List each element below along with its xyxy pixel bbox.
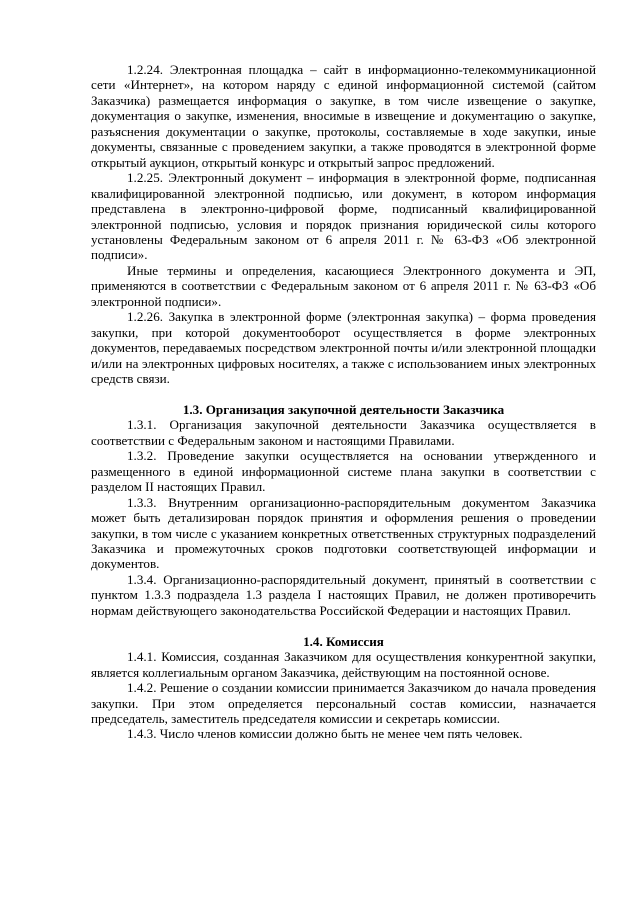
paragraph-1-2-26: 1.2.26. Закупка в электронной форме (электронная закупка) – форма проведения закупки, при которой документооборот осуществляется в форме электронных документов, передаваемых посредством электронной почты и/или электронной площадки и/или на электронных цифровых носителях, а также с использованием иных электронных средств связи.: [91, 309, 596, 387]
paragraph-1-3-2: 1.3.2. Проведение закупки осуществляется на основании утвержденного и размещенного в единой информационной системе плана закупки в соответствии с разделом II настоящих Правил.: [91, 448, 596, 495]
paragraph-1-3-1: 1.3.1. Организация закупочной деятельности Заказчика осуществляется в соответствии с Федеральным законом и настоящими Правилами.: [91, 417, 596, 448]
paragraph-1-4-3: 1.4.3. Число членов комиссии должно быть не менее чем пять человек.: [127, 726, 523, 742]
paragraph-1-4-1: 1.4.1. Комиссия, созданная Заказчиком для осуществления конкурентной закупки, является коллегиальным органом Заказчика, действующим на постоянной основе.: [91, 649, 596, 680]
section-heading-1-4: 1.4. Комиссия: [303, 633, 384, 649]
paragraph-1-4-2: 1.4.2. Решение о создании комиссии принимается Заказчиком до начала проведения закупки. При этом определяется персональный состав комиссии, назначается председатель, заместитель председателя комиссии и секретарь комиссии.: [91, 680, 596, 726]
section-heading-1-3: 1.3. Организация закупочной деятельности Заказчика: [182, 401, 505, 417]
paragraph-1-2-25: 1.2.25. Электронный документ – информация в электронной форме, подписанная квалифицированной электронной подписью, или документ, в котором информация представлена в электронно-цифровой форме, подписанный квалифицированной электронной подписью, условия и порядок признания юридической силы которого установлены Федеральным законом от 6 апреля 2011 г. № 63-ФЗ «Об электронной подписи».: [91, 170, 596, 263]
paragraph-1-3-4: 1.3.4. Организационно-распорядительный документ, принятый в соответствии с пунктом 1.3.3 подраздела 1.3 раздела I настоящих Правил, не должен противоречить нормам действующего законодательства Российской Федерации и настоящих Правил.: [91, 571, 596, 618]
paragraph-other-terms: Иные термины и определения, касающиеся Электронного документа и ЭП, применяются в соответствии с Федеральным законом от 6 апреля 2011 г. № 63-ФЗ «Об электронной подписи».: [91, 262, 596, 309]
paragraph-1-2-24: 1.2.24. Электронная площадка – сайт в информационно-телекоммуникационной сети «Интернет», на котором наряду с единой информационной системой (сайтом Заказчика) размещается информация о закупке, в том числе извещение о закупке, документация о закупке, изменения, вносимые в извещение и документацию о закупке, разъяснения документации о закупке, протоколы, составляемые в ходе закупки, иные документы, связанные с проведением закупки, а также проводятся в электронной форме открытый аукцион, открытый конкурс и открытый запрос предложений.: [91, 62, 596, 170]
section-spacer: [91, 387, 596, 402]
document-page: [91, 62, 596, 742]
section-spacer: [91, 618, 596, 633]
paragraph-1-3-3: 1.3.3. Внутренним организационно-распорядительным документом Заказчика может быть детализирован порядок принятия и оформления решения о проведении закупки, в том числе с указанием конкретных ответственных структурных подразделений Заказчика и промежуточных сроков подготовки соответствующей информации и документов.: [91, 494, 596, 572]
